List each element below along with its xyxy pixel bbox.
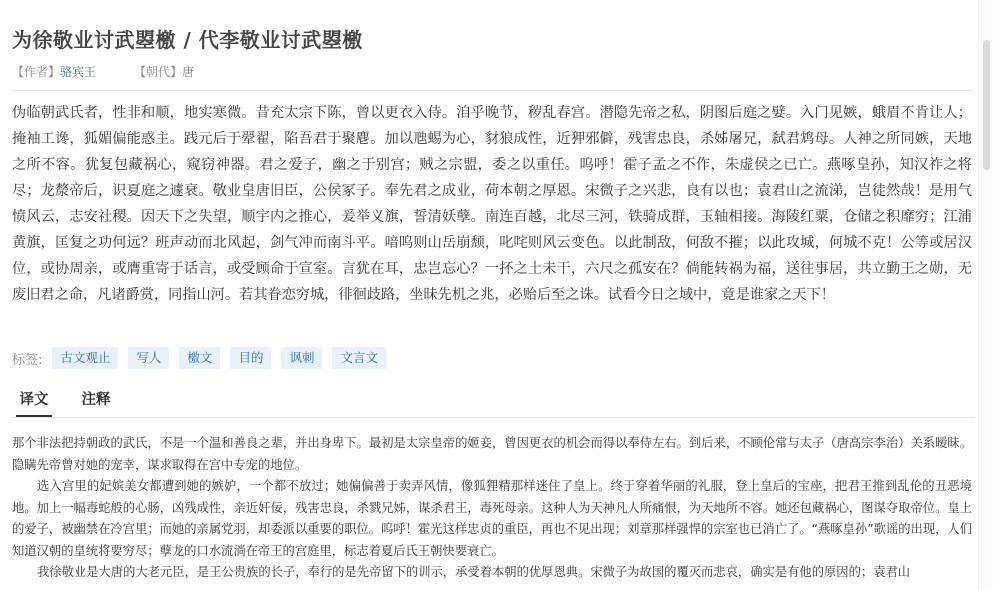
page-title: 为徐敬业讨武曌檄 / 代李敬业讨武曌檄	[12, 28, 363, 52]
scrollbar-thumb[interactable]	[983, 40, 990, 170]
scrollbar[interactable]	[978, 0, 993, 590]
tag-item[interactable]: 檄文	[179, 347, 220, 369]
poem-body: 伪临朝武氏者，性非和顺，地实寒微。昔充太宗下陈，曾以更衣入侍。洎乎晚节，秽乱春宫。潜隐先帝之私，阴图后庭之嬖。入门见嫉，蛾眉不肯让人；掩袖工谗，狐媚偏能惑主。践元后于翚翟，陷吾君于聚麀。加以虺蜴为心，豺狼成性，近狎邪僻，残害忠良，杀姊屠兄，弑君鸩母。人神之所同嫉，天地之所不容。犹复包藏祸心，窥窃神器。君之爱子，幽之于别宫；贼之宗盟，委之以重任。呜呼！霍子孟之不作，朱虚侯之已亡。燕啄皇孙，知汉祚之将尽；龙漦帝后，识夏庭之遽衰。敬业皇唐旧臣，公侯冢子。奉先君之成业，荷本朝之厚恩。宋微子之兴悲，良有以也；袁君山之流涕，岂徒然哉！是用气愤风云，志安社稷。因天下之失望，顺宇内之推心，爰举义旗，誓清妖孽。南连百越，北尽三河，铁骑成群，玉轴相接。海陵红粟，仓储之积靡穷；江浦黄旗，匡复之功何远？班声动而北风起，剑气冲而南斗平。喑呜则山岳崩颓，叱咤则风云变色。以此制敌，何敌不摧；以此攻城，何城不克！公等或居汉位，或协周亲，或膺重寄于话言，或受顾命于宣室。言犹在耳，忠岂忘心？一抔之土未干，六尺之孤安在？倘能转祸为福，送往事居，共立勤王之勋，无废旧君之命，凡诸爵赏，同指山河。若其眷恋穷城，徘徊歧路，坐昧先机之兆，必贻后至之诛。试看今日之域中，竟是谁家之天下！	[12, 105, 972, 303]
tag-item[interactable]: 目的	[230, 347, 271, 369]
dynasty-label: 【朝代】	[134, 65, 183, 79]
tab-notes[interactable]: 注释	[81, 392, 111, 408]
dynasty-value: 唐	[182, 65, 195, 79]
author-label: 【作者】	[12, 65, 61, 79]
tab-translation[interactable]: 译文	[16, 385, 52, 417]
translation-paragraph: 选入宫里的妃嫔美女都遭到她的嫉妒，一个都不放过；她偏偏善于卖弄风情，像狐狸精那样迷住了皇上。终于穿着华丽的礼服，登上皇后的宝座，把君王推到乱伦的丑恶境地。加上一幅毒蛇般的心肠，凶残成性，亲近奸佞，残害忠良，杀戮兄姊，谋杀君王，毒死母亲。这种人为天神凡人所痛恨，为天地所不容。她还包藏祸心，图谋夺取帝位。皇上的爱子，被幽禁在冷宫里；而她的亲属党羽，却委派以重要的职位。呜呼！霍光这样忠贞的重臣，再也不见出现；刘章那样强悍的宗室也已消亡了。“燕啄皇孙”歌谣的出现，人们知道汉朝的皇统将要穷尽；孽龙的口水流淌在帝王的宫庭里，标志着夏后氏王朝快要衰亡。	[12, 479, 972, 558]
content-tabs	[12, 385, 975, 418]
tags-label: 标签:	[12, 352, 43, 368]
author-link[interactable]: 骆宾王	[60, 65, 97, 79]
tag-item[interactable]: 古文观止	[52, 347, 118, 369]
divider	[12, 90, 972, 91]
translation-paragraph: 我徐敬业是大唐的大老元臣，是王公贵族的长子，奉行的是先帝留下的训示，承受着本朝的优厚恩典。宋微子为故国的覆灭而悲哀，确实是有他的原因的；袁君山	[37, 565, 911, 579]
tag-item[interactable]: 写人	[128, 347, 169, 369]
translation-paragraph: 那个非法把持朝政的武氏，不是一个温和善良之辈，并出身卑下。最初是太宗皇帝的姬妾，曾因更衣的机会而得以奉侍左右。到后来，不顾伦常与太子（唐高宗李治）关系暧昧。隐瞒先帝曾对她的宠幸，谋求取得在宫中专宠的地位。	[12, 436, 972, 472]
translation-text	[12, 433, 972, 584]
tag-item[interactable]: 文言文	[332, 347, 386, 369]
tag-item[interactable]: 讽刺	[281, 347, 322, 369]
author-meta	[12, 63, 194, 80]
tag-list	[12, 346, 396, 370]
